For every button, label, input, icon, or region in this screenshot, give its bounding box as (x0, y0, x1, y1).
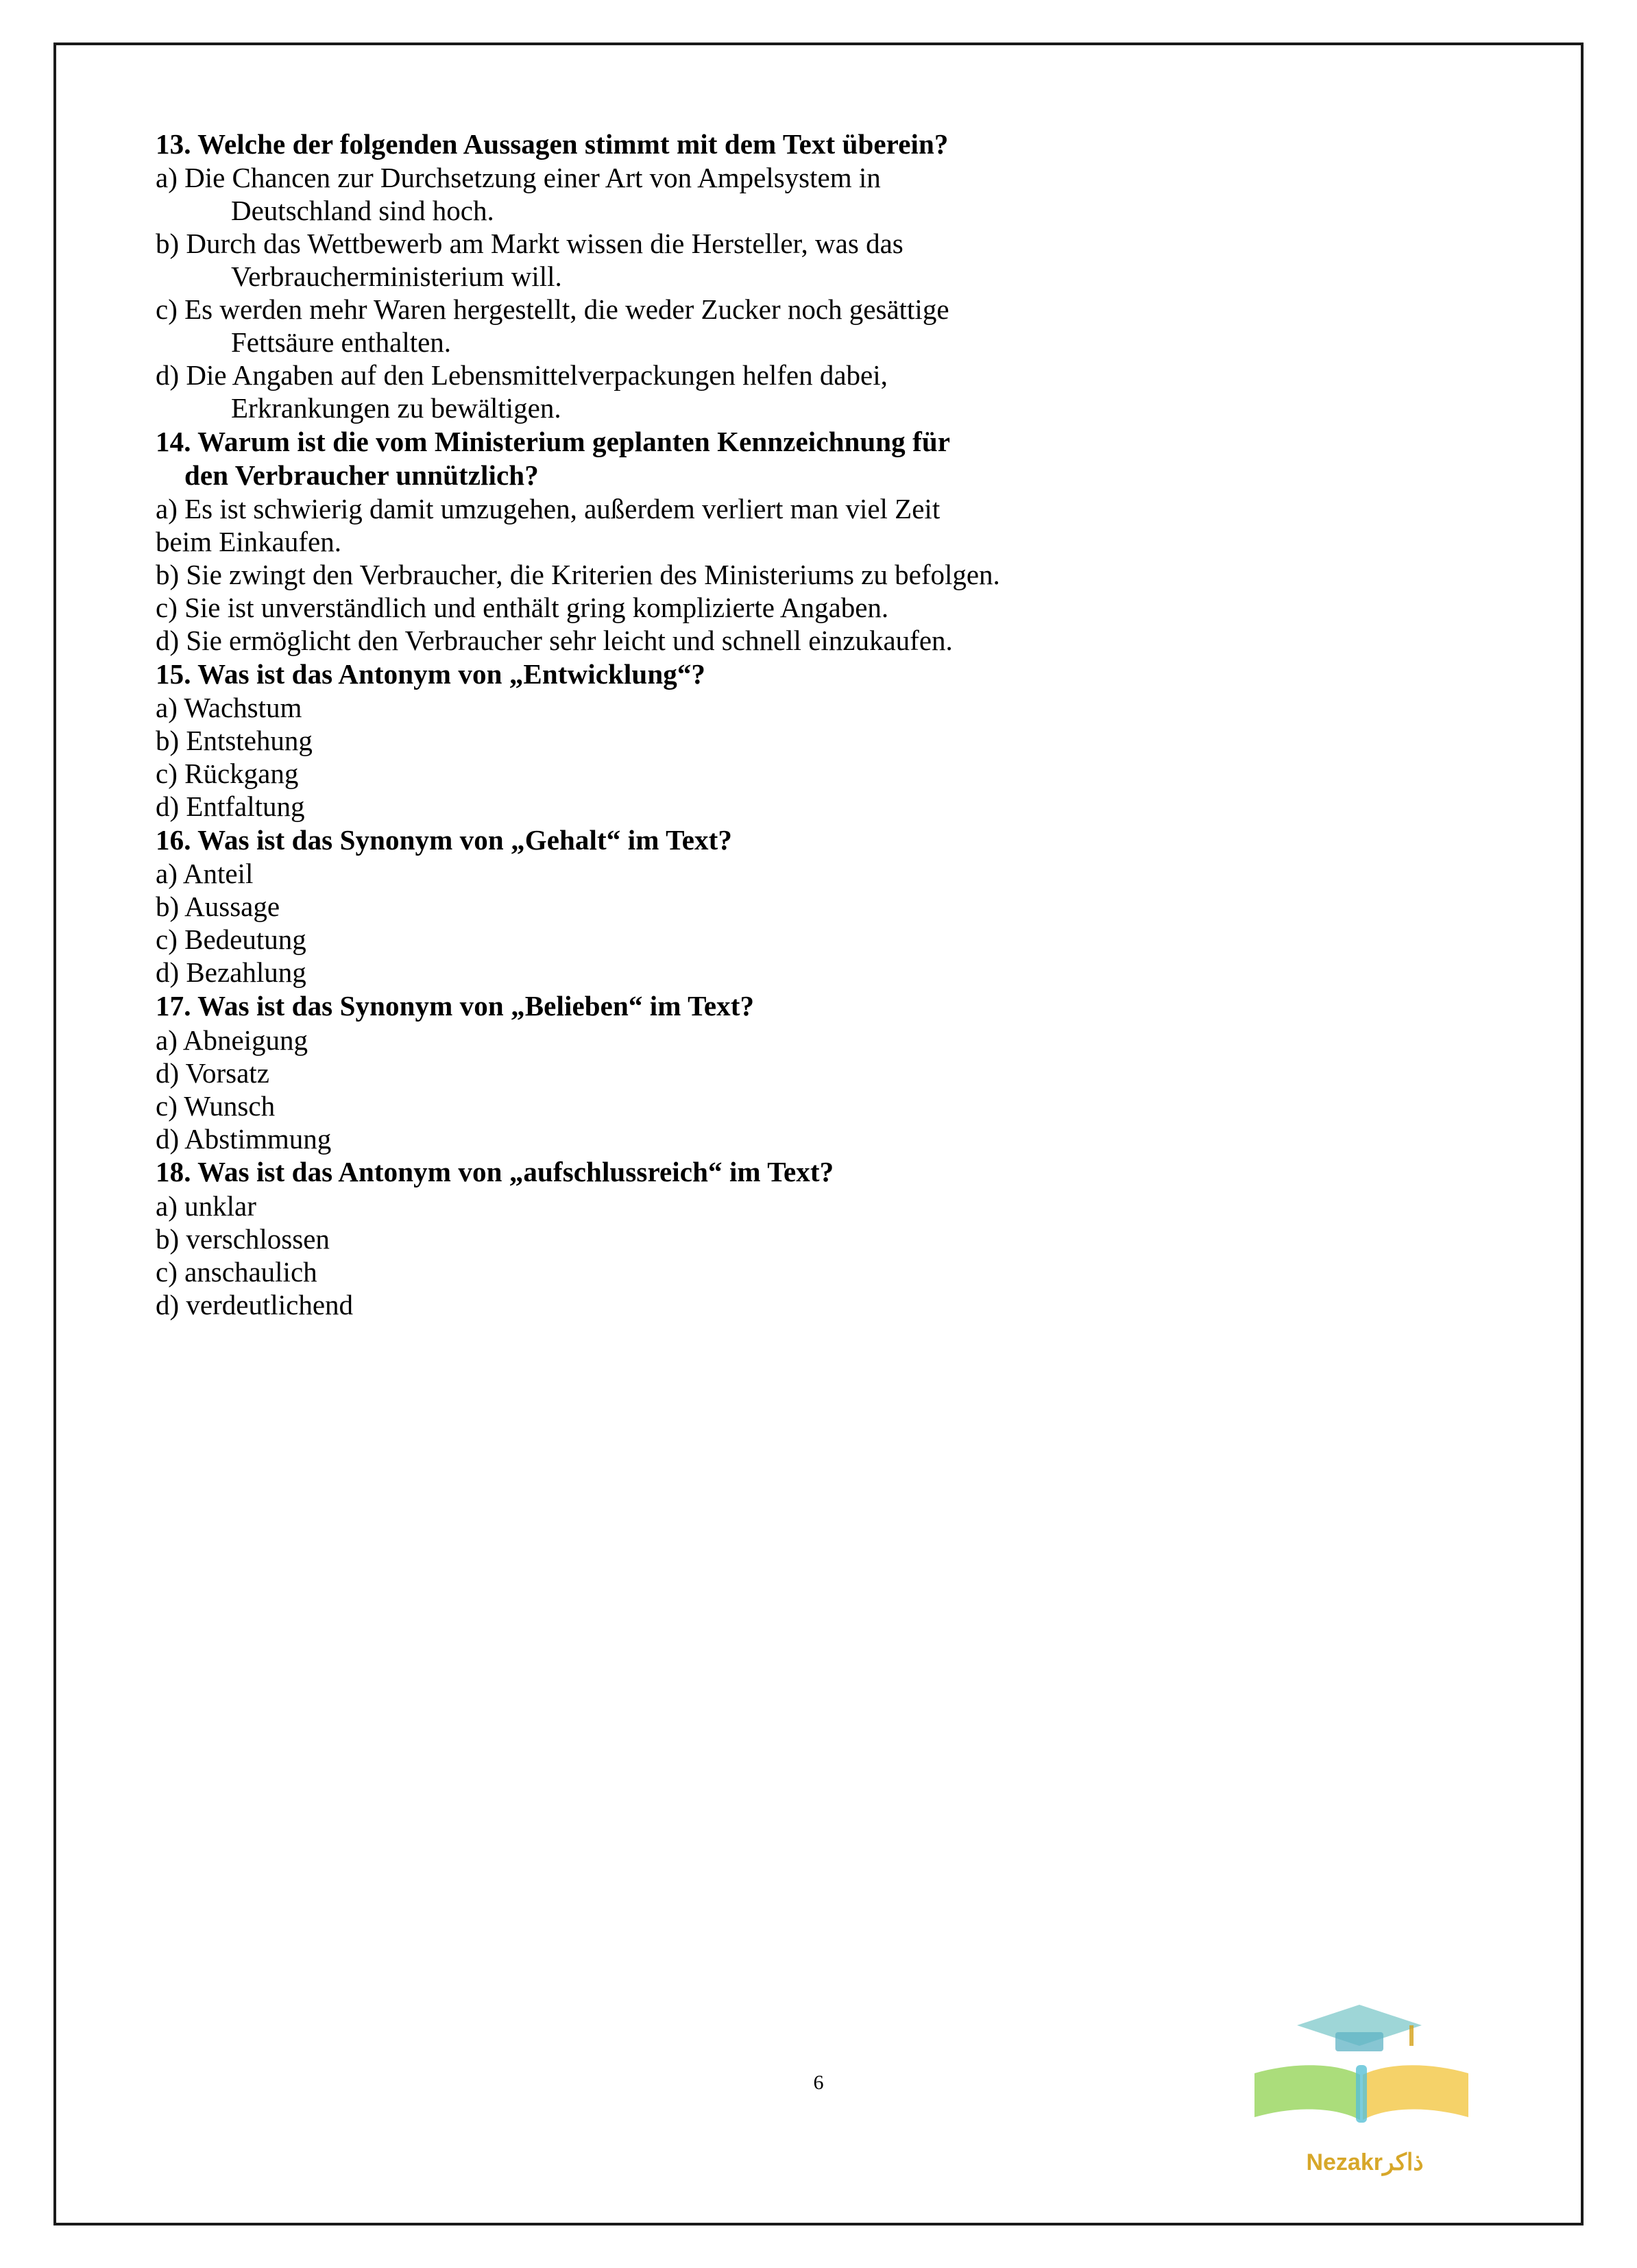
option-text: Durch das Wettbewerb am Markt wissen die Hersteller, was das (186, 228, 904, 260)
question-block-15 (156, 658, 1486, 823)
answer-option[interactable] (156, 359, 1486, 425)
option-label: c) (156, 1255, 178, 1288)
option-text: Entstehung (186, 725, 313, 757)
option-label: d) (156, 359, 180, 391)
option-label: c) (156, 293, 178, 326)
option-text-cont: Deutschland sind hoch. (231, 195, 494, 227)
answer-option[interactable] (156, 1289, 1486, 1322)
option-text-cont: Erkrankungen zu bewältigen. (231, 392, 561, 424)
document-body (156, 128, 1486, 1322)
option-text: Wunsch (184, 1089, 276, 1122)
answer-option[interactable] (156, 692, 1486, 725)
answer-option[interactable] (156, 592, 1486, 625)
answer-option[interactable] (156, 625, 1486, 658)
option-label: b) (156, 558, 180, 590)
option-text-cont: beim Einkaufen. (156, 525, 341, 557)
option-label: d) (156, 624, 180, 656)
option-text: Es werden mehr Waren hergestellt, die weder Zucker noch gesättige (184, 293, 949, 326)
answer-option[interactable] (156, 1190, 1486, 1223)
question-number: 16. (156, 823, 191, 856)
answer-option[interactable] (156, 1223, 1486, 1256)
option-text: Aussage (184, 891, 280, 923)
question-number: 15. (156, 658, 191, 690)
option-label: a) (156, 492, 178, 524)
answer-option[interactable] (156, 858, 1486, 891)
option-text: anschaulich (184, 1255, 317, 1288)
question-heading (156, 1155, 1486, 1188)
option-text: verdeutlichend (186, 1288, 354, 1320)
answer-option[interactable] (156, 758, 1486, 791)
option-label: c) (156, 758, 178, 790)
question-prompt: Was ist das Antonym von „aufschlussreich“ im Text? (197, 1156, 834, 1188)
open-book-icon (1252, 2061, 1471, 2124)
option-text: Die Angaben auf den Lebensmittelverpackungen helfen dabei, (186, 359, 888, 391)
question-prompt: Was ist das Synonym von „Gehalt“ im Text? (197, 823, 733, 856)
question-heading (156, 425, 1486, 492)
option-label: a) (156, 1190, 178, 1222)
answer-option[interactable] (156, 924, 1486, 956)
question-prompt-cont: den Verbraucher unnützlich? (184, 459, 539, 491)
answer-option[interactable] (156, 1256, 1486, 1289)
option-label: c) (156, 591, 178, 623)
question-heading (156, 658, 1486, 690)
option-text: Bedeutung (184, 924, 306, 956)
option-text-cont: Verbraucherministerium will. (231, 261, 562, 293)
option-text: Rückgang (184, 758, 299, 790)
watermark-logo (1252, 1998, 1478, 2176)
option-label: b) (156, 891, 180, 923)
question-prompt: Was ist das Synonym von „Belieben“ im Text? (197, 990, 755, 1022)
option-label: d) (156, 956, 180, 989)
option-label: a) (156, 692, 178, 724)
logo-text: Nezakrذاکر (1306, 2149, 1424, 2175)
option-label: a) (156, 162, 178, 194)
answer-option[interactable] (156, 493, 1486, 559)
question-number: 17. (156, 990, 191, 1022)
option-text: verschlossen (186, 1222, 330, 1255)
graduation-cap-icon (1294, 2002, 1424, 2055)
option-label: b) (156, 1222, 180, 1255)
answer-option[interactable] (156, 1123, 1486, 1156)
question-block-17 (156, 989, 1486, 1155)
question-heading (156, 989, 1486, 1022)
option-label: c) (156, 1089, 178, 1122)
answer-option[interactable] (156, 791, 1486, 823)
option-text: Bezahlung (186, 956, 306, 989)
question-heading (156, 128, 1486, 160)
option-text: unklar (184, 1190, 256, 1222)
option-text: Entfaltung (186, 791, 305, 822)
question-prompt: Welche der folgenden Aussagen stimmt mit dem Text überein? (197, 128, 949, 160)
answer-option[interactable] (156, 1024, 1486, 1057)
answer-option[interactable] (156, 293, 1486, 359)
question-block-13 (156, 128, 1486, 425)
option-label: c) (156, 924, 178, 956)
question-prompt: Was ist das Antonym von „Entwicklung“? (197, 658, 706, 690)
question-block-16 (156, 823, 1486, 989)
option-text: Es ist schwierig damit umzugehen, außerdem verliert man viel Zeit (184, 492, 941, 524)
option-text: Abstimmung (184, 1122, 332, 1155)
answer-option[interactable] (156, 956, 1486, 989)
question-number: 13. (156, 128, 191, 160)
answer-option[interactable] (156, 162, 1486, 228)
option-label: d) (156, 1057, 180, 1089)
option-label: b) (156, 228, 180, 260)
option-label: d) (156, 1122, 180, 1155)
option-text-cont: Fettsäure enthalten. (231, 326, 452, 359)
answer-option[interactable] (156, 891, 1486, 924)
option-text: Sie zwingt den Verbraucher, die Kriterien des Ministeriums zu befolgen. (186, 558, 1000, 590)
option-text: Die Chancen zur Durchsetzung einer Art von Ampelsystem in (184, 162, 881, 194)
option-label: a) (156, 1024, 178, 1056)
option-text: Wachstum (184, 692, 302, 724)
question-block-18 (156, 1155, 1486, 1321)
option-label: a) (156, 858, 178, 890)
option-text: Sie ist unverständlich und enthält gring komplizierte Angaben. (184, 591, 889, 623)
question-prompt: Warum ist die vom Ministerium geplanten Kennzeichnung für (197, 426, 951, 458)
page-border (53, 43, 1584, 2225)
answer-option[interactable] (156, 1057, 1486, 1090)
option-text: Sie ermöglicht den Verbraucher sehr leicht und schnell einzukaufen. (186, 624, 953, 656)
question-number: 14. (156, 426, 191, 458)
question-heading (156, 823, 1486, 856)
option-text: Vorsatz (185, 1057, 269, 1089)
answer-option[interactable] (156, 228, 1486, 293)
option-text: Anteil (182, 858, 254, 890)
option-label: b) (156, 725, 180, 757)
answer-option[interactable] (156, 1090, 1486, 1123)
option-label: d) (156, 791, 180, 822)
question-number: 18. (156, 1156, 191, 1188)
page-number: 6 (813, 2071, 824, 2094)
answer-option[interactable] (156, 725, 1486, 758)
option-label: d) (156, 1288, 180, 1320)
question-block-14 (156, 425, 1486, 658)
answer-option[interactable] (156, 559, 1486, 592)
option-text: Abneigung (182, 1024, 308, 1056)
